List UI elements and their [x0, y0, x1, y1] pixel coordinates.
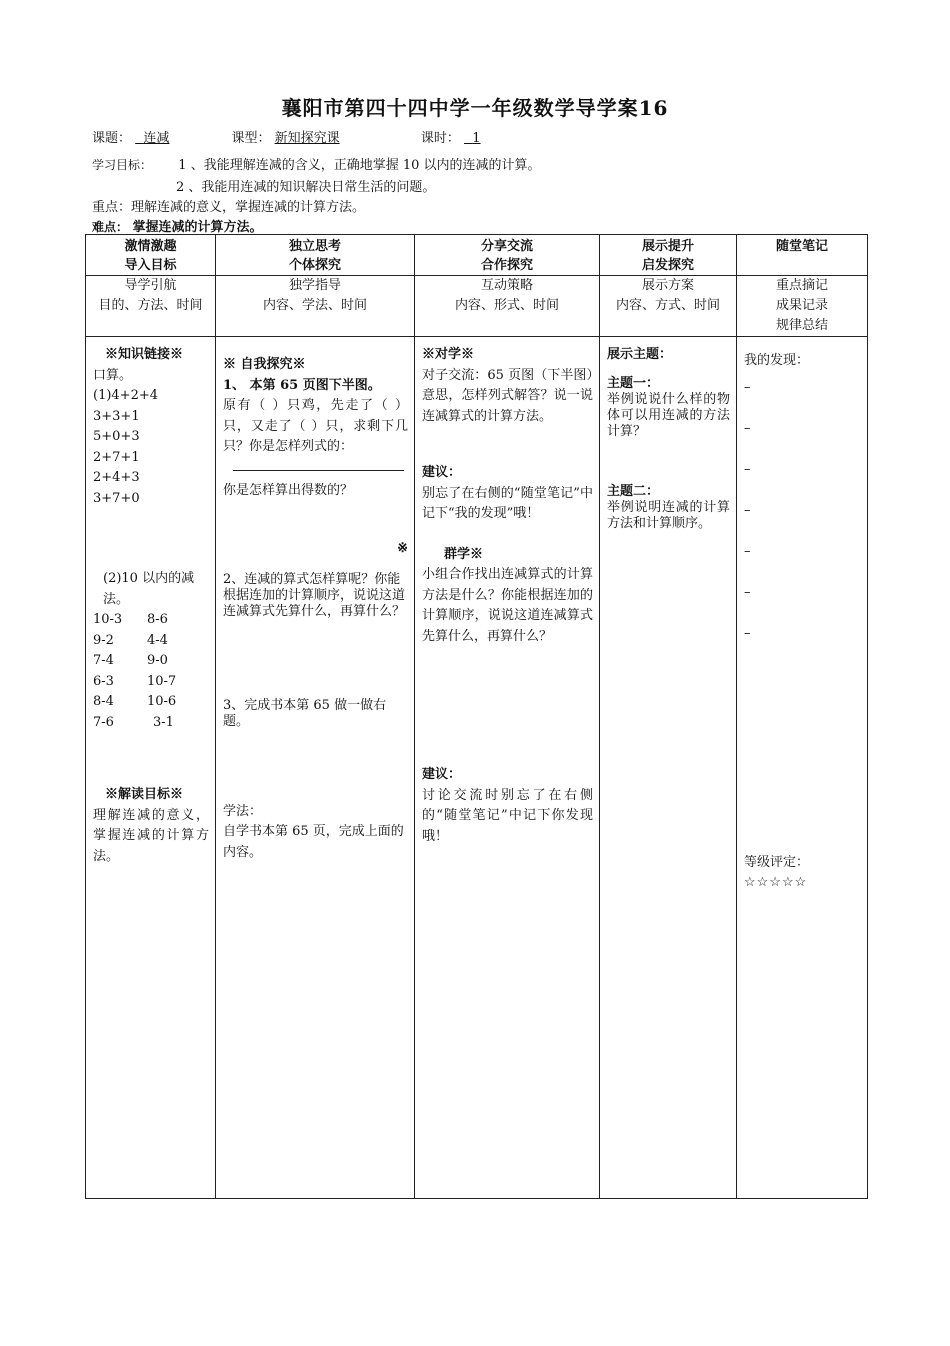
exercise-item: 2+7+1 — [93, 449, 140, 465]
exercise-pair: 9-2 4-4 — [93, 632, 168, 648]
content-col-2 — [216, 337, 415, 1199]
my-discovery-label: 我的发现： — [744, 353, 810, 368]
subheader-col-2: 独学指导 内容、学法、时间 — [216, 276, 415, 337]
exercise-pair: 8-4 10-6 — [93, 694, 177, 709]
self-explore-heading: ※ 自我探究※ — [223, 357, 306, 372]
key-point: 重点：理解连减的意义，掌握连减的计算方法。 — [92, 200, 366, 215]
exercise-pair: 7-6 3-1 — [93, 714, 174, 730]
discovery-lines — [744, 372, 861, 665]
content-col-4 — [600, 337, 737, 1199]
topic-2-label: 主题二： — [607, 483, 660, 499]
goal-1: 1 、我能理解连减的含义，正确地掌握 10 以内的连减的计算。 — [178, 158, 541, 173]
blank-line: – — [744, 502, 751, 518]
exercise-item: 2+4+3 — [93, 470, 140, 485]
subtraction-list — [93, 610, 209, 733]
method-text: 自学书本第 65 页，完成上面的内容。 — [223, 824, 404, 860]
content-col-3 — [415, 337, 600, 1199]
item-1-text: 原有（ ）只鸡，先走了（ ）只，又走了（ ）只，求剩下几只？你是怎样列式的： — [223, 398, 408, 454]
hours-label: 课时： — [420, 131, 460, 146]
blank-line: – — [744, 625, 751, 641]
group-study-text: 小组合作找出连减算式的计算方法是什么？你能根据连加的计算顺序，说说这道连减算式先算什么，再算什么？ — [422, 567, 593, 644]
item-1-title: 1、 本第 65 页图下半图。 — [223, 377, 381, 393]
item-2-text: 2、连减的算式怎样算呢？你能根据连加的计算顺序，说说这道连减算式先算什么，再算什么？ — [223, 571, 406, 619]
topic-value: 连减 — [143, 131, 170, 146]
goals-label: 学习目标： — [92, 158, 153, 172]
difficulty-text: 掌握连减的计算方法。 — [132, 220, 263, 235]
lesson-meta — [92, 127, 504, 146]
suggestion-1-text: 别忘了在右侧的“随堂笔记”中记下“我的发现”哦！ — [422, 485, 593, 521]
reference-mark: ※ — [397, 541, 408, 556]
knowledge-link-heading: ※知识链接※ — [105, 347, 184, 362]
header-col-4: 展示提升 启发探究 — [600, 235, 737, 276]
topic-label: 课题： — [92, 131, 132, 146]
exercise-pair: 7-4 9-0 — [93, 653, 168, 668]
subheader-col-3: 互动策略 内容、形式、时间 — [415, 276, 600, 337]
hours-value: 1 — [472, 131, 481, 146]
exercise-item: 5+0+3 — [93, 429, 140, 444]
suggestion-1-label: 建议： — [422, 465, 462, 480]
subheader-col-1: 导学引航 目的、方法、时间 — [86, 276, 216, 337]
goals-line-1 — [92, 154, 541, 173]
header-row — [86, 235, 868, 276]
topic-1-text: 举例说说什么样的物体可以用连减的方法计算？ — [607, 391, 730, 439]
interpret-goal-heading: ※解读目标※ — [105, 787, 184, 802]
method-label: 学法： — [223, 803, 263, 819]
topic-1-label: 主题一： — [607, 375, 660, 391]
exercise-group-2: (2)10 以内的减法。 — [103, 571, 195, 607]
exercise-pair: 10-3 8-6 — [93, 612, 168, 627]
goal-2: 2 、我能用连减的知识解决日常生活的问题。 — [176, 180, 436, 195]
exercise-item: 3+3+1 — [93, 408, 140, 424]
oral-calc-label: 口算。 — [93, 367, 133, 383]
content-col-1 — [86, 337, 216, 1199]
content-col-5 — [737, 337, 868, 1199]
subheader-col-4: 展示方案 内容、方式、时间 — [600, 276, 737, 337]
type-value: 新知探究课 — [274, 131, 340, 146]
exercise-item: 3+7+0 — [93, 490, 140, 506]
suggestion-2-label: 建议： — [422, 767, 462, 782]
answer-line — [233, 470, 404, 471]
item-3-text: 3、完成书本第 65 做一做右题。 — [223, 697, 387, 729]
blank-line: – — [744, 379, 751, 395]
header-col-1: 激情激趣 导入目标 — [86, 235, 216, 276]
header-col-5: 随堂笔记 — [737, 235, 868, 276]
grade-label: 等级评定： — [744, 854, 810, 870]
pair-study-heading: ※对学※ — [422, 347, 475, 362]
interpret-goal-text: 理解连减的意义，掌握连减的计算方法。 — [93, 807, 209, 864]
subheader-col-5: 重点摘记 成果记录 规律总结 — [737, 276, 868, 337]
blank-line: – — [744, 461, 751, 477]
blank-line: – — [744, 420, 751, 436]
difficulty — [92, 216, 263, 235]
difficulty-label: 难点： — [92, 220, 129, 234]
show-topic-heading: 展示主题： — [607, 347, 673, 362]
lesson-table — [85, 234, 868, 1199]
content-row — [86, 337, 868, 1199]
group-study-heading: 群学※ — [444, 546, 484, 562]
topic-2-text: 举例说明连减的计算方法和计算顺序。 — [607, 499, 730, 531]
page-title: 襄阳市第四十四中学一年级数学导学案16 — [281, 96, 669, 120]
suggestion-2-text: 讨论交流时别忘了在右侧的“随堂笔记”中记下你发现哦！ — [422, 787, 593, 844]
header-col-2: 独立思考 个体探究 — [216, 235, 415, 276]
exercise-pair: 6-3 10-7 — [93, 673, 177, 689]
pair-study-text: 对子交流：65 页图（下半图）意思，怎样列式解答？说一说连减算式的计算方法。 — [422, 367, 593, 424]
star-rating: ☆☆☆☆☆ — [744, 875, 808, 890]
question-how-calc: 你是怎样算出得数的？ — [223, 482, 354, 498]
exercise-group-1: (1)4+2+4 — [93, 388, 159, 403]
blank-line: – — [744, 584, 751, 600]
subheader-row — [86, 276, 868, 337]
header-col-3: 分享交流 合作探究 — [415, 235, 600, 276]
type-label: 课型： — [231, 131, 271, 146]
blank-line: – — [744, 543, 751, 559]
